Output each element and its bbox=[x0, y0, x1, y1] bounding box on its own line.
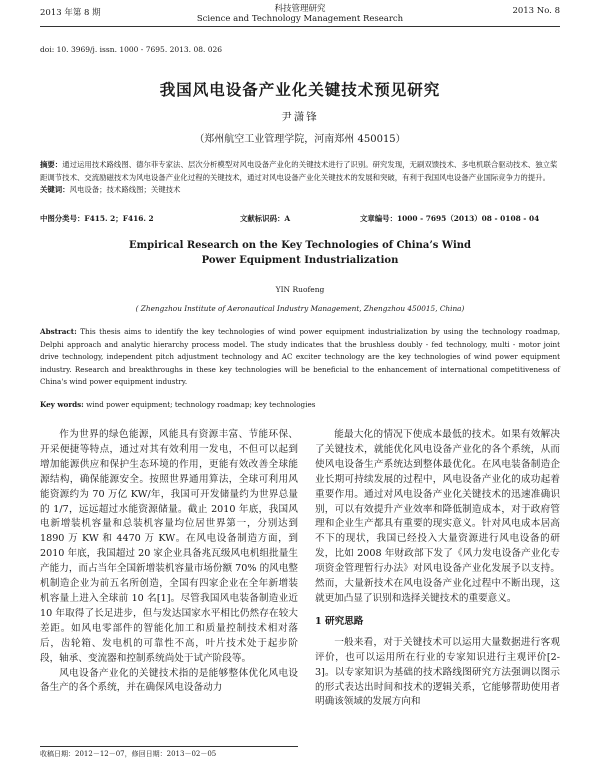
affiliation-zh: （郑州航空工业管理学院，河南郑州 450015） bbox=[194, 134, 406, 145]
doi: doi: 10. 3969/j. issn. 1000 - 7695. 2013. 08. 026 bbox=[40, 45, 223, 54]
body-column-right bbox=[315, 428, 560, 710]
body-left-paragraph-1: 作为世界的绿色能源，风能具有资源丰富、节能环保、开采便捷等特点，通过对其有效利用一发电，不但可以起到增加能源供应和保护生态环境的作用，更能有效改善全球能源结构，确保能源安全。按照世界通用算法，全球可利用风能资源约为 70 万亿 KW/年，我国可开发储量约为世界总量的 1/7，远远超过水能资源储量。截止 2010 年底，我国风电新增装机容量和总装机容量均位居世界第一，分别达到 1890 万 KW 和 4470 万 KW。在风电设备制造方面，到 2010 年底，我国超过 20 家企业具备兆瓦级风电机组批量生产能力，而占当年全国新增装机容量市场份额 70% 的风电整机制造企业为前五名所创造，全国有四家企业在全年新增装机容量上进入全球前 10 名[1]。尽管我国风电装备制造业近 10 年取得了长足进步，但与发达国家水平相比仍然存在较大差距。如风电零部件的智能化加工和质量控制技术相对落后，齿轮箱、发电机的可靠性不高，叶片技术处于起步阶段，轴承、变流器和控制系统尚处于试产阶段等。 bbox=[40, 429, 298, 664]
journal-name-zh: 科技管理研究 bbox=[274, 4, 326, 14]
title-zh: 我国风电设备产业化关键技术预见研究 bbox=[159, 80, 441, 99]
issue-left: 2013 年第 8 期 bbox=[40, 8, 101, 18]
abstract-zh-label: 摘要： bbox=[40, 160, 63, 169]
author-en: YIN Ruofeng bbox=[275, 285, 325, 294]
section-heading: 1 研究思路 bbox=[315, 615, 364, 627]
running-header bbox=[40, 4, 560, 27]
journal-name-en: Science and Technology Management Research bbox=[196, 14, 404, 24]
keywords-en-text: wind power equipment; technology roadmap; key technologies bbox=[86, 400, 316, 409]
abstract-zh-text: 通过运用技术路线图、德尔菲专家法、层次分析模型对风电设备产业化的关键技术进行了识别。研究发现，无刷双馈技术、多电机联合驱动技术、独立桨距调节技术、交流励磁技术为风电设备产业化过程的关键技术，通过对风电设备产业化关键技术的发展和突破，有利于我国风电设备产业国际竞争力的提升。 bbox=[40, 160, 558, 182]
body-right-paragraph-1: 能最大化的情况下使成本最低的技术。如果有效解决了关键技术，就能优化风电设备产业化的各个系统，从而使风电设备生产系统达到整体最优化。在风电装备制造企业长期可持续发展的过程中，风电设备产业化的成功起着重要作用。通过对风电设备产业化关键技术的迅速准确识别，可以有效提升产业效率和降低制造成本，对于政府管理和企业生产都具有重要的现实意义。针对风电成本居高不下的现状，我国已经投入大量资源进行风电设备的研发，比如 2008 年财政部下发了《风力发电设备产业化专项资金管理暂行办法》对风电设备产业化发展予以支持。然而，大量新技术在风电设备产业化过程中不断出现，这就更加凸显了识别和选择关键技术的重要意义。 bbox=[315, 429, 560, 604]
article-number: 文章编号：1000 - 7695（2013）08 - 0108 - 04 bbox=[360, 214, 540, 223]
issue-right: 2013 No. 8 bbox=[512, 6, 560, 16]
abstract-en bbox=[40, 326, 560, 389]
abstract-en-text: This thesis aims to identify the key technologies of wind power equipment industrialization by using the technology roadmap, Delphi approach and analytic hierarchy process model. The study indicates that the brushless doubly - fed technology, multi - motor joint drive technology, independent pitch adjustment technology and AC exciter technology are the key technologies of wind power equipment industry. Research and breakthroughs in these key technologies will be beneficial to the enhancement of international competitiveness of China's wind power equipment industry. bbox=[40, 327, 560, 386]
clc-number: 中图分类号：F415. 2；F416. 2 bbox=[40, 214, 154, 223]
affiliation-en: ( Zhengzhou Institute of Aeronautical Industry Management, Zhengzhou 450015, China) bbox=[135, 304, 465, 313]
document-code: 文献标识码：A bbox=[240, 214, 291, 223]
body-left-paragraph-2: 风电设备产业化的关键技术指的是能够整体优化风电设备生产的各个系统，并在确保风电设备动力 bbox=[40, 667, 298, 694]
keywords-en bbox=[40, 400, 560, 409]
title-en bbox=[0, 238, 600, 268]
abstract-en-label: Abstract: bbox=[40, 327, 77, 336]
author-zh: 尹潇锋 bbox=[281, 111, 319, 123]
title-en-line2: Power Equipment Industrialization bbox=[201, 255, 399, 266]
title-en-line1: Empirical Research on the Key Technologies of China’s Wind bbox=[128, 240, 472, 251]
keywords-zh-label: 关键词： bbox=[40, 185, 70, 194]
keywords-zh-text: 风电设备；技术路线图；关键技术 bbox=[69, 185, 181, 194]
keywords-en-label: Key words: bbox=[40, 400, 84, 409]
received-date-footnote: 收稿日期：2012－12－07，修回日期：2013－02－05 bbox=[40, 746, 298, 759]
body-right-paragraph-2: 一般来看，对于关键技术可以运用大量数据进行客观评价，也可以运用所在行业的专家知识进行主观评价[2-3]。以专家知识为基础的技术路线图研究方法强调以图示的形式表达出时间和技术的逻辑关系，它能够帮助使用者明确该领域的发展方向和 bbox=[315, 636, 560, 708]
body-column-left bbox=[40, 428, 298, 696]
journal-name bbox=[40, 4, 560, 24]
abstract-zh bbox=[40, 159, 560, 197]
